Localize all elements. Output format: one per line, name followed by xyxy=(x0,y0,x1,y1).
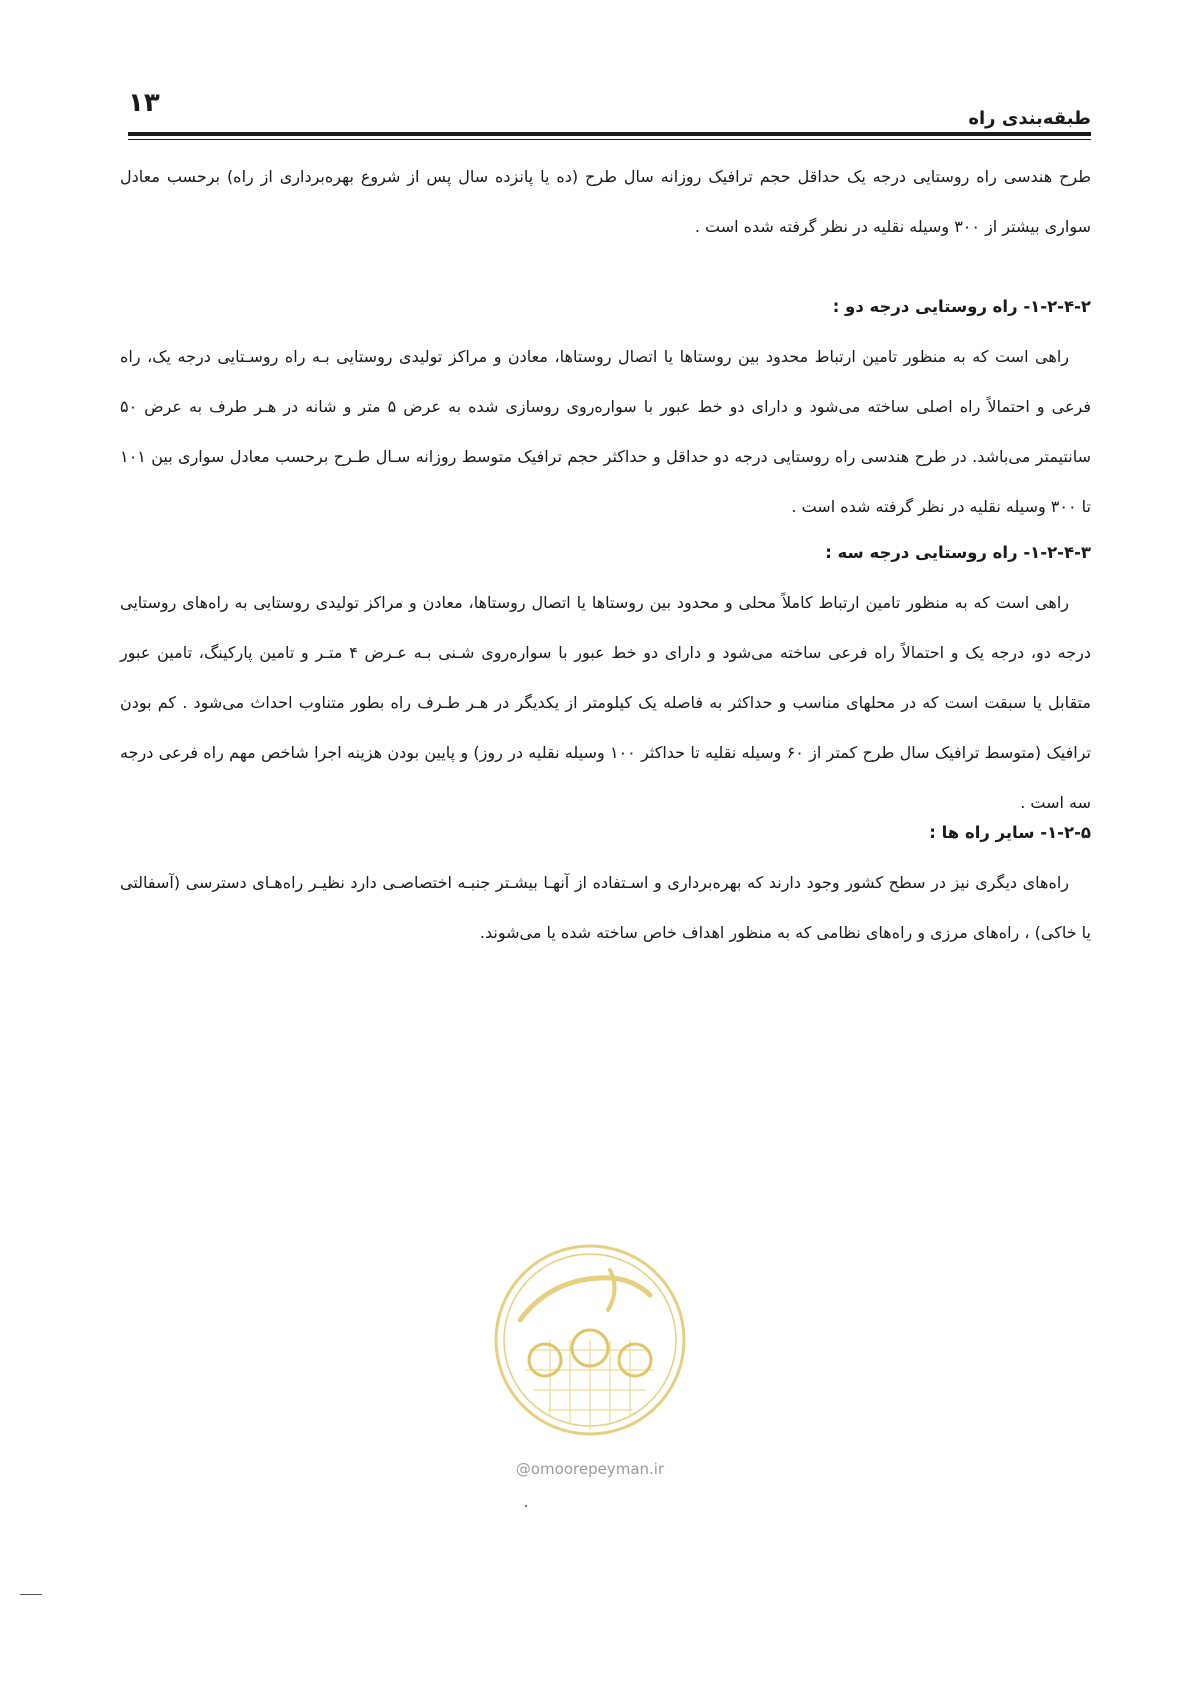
section-heading-other-roads: ۱-۲-۵- سایر راه ها : xyxy=(929,823,1091,842)
watermark-caption: @omoorepeyman.ir xyxy=(515,1460,665,1478)
section-body-other-roads: راه‌های دیگری نیز در سطح کشور وجود دارند که بهره‌برداری و اسـتفاده از آنهـا بیشـتر جنبـه اختصاصـی دارد نظیـر راه‌هـای دسترسی (آسفالتی یا خاکی) ، راه‌های مرزی و راه‌های نظامی که به منظور اهداف خاص ساخته شده یا می‌شوند. xyxy=(120,873,1091,942)
running-title: طبقه‌بندی راه xyxy=(968,108,1091,129)
section-grade-three xyxy=(120,528,1091,828)
section-body-grade-two: راهی است که به منظور تامین ارتباط محدود بین روستاها یا اتصال روستاها، معادن و مراکز تولیدی روستایی بـه راه روسـتایی درجه یک، راه فرعی و احتمالاً راه اصلی ساخته می‌شود و دارای دو خط عبور با سواره‌روی روسازی شده به عرض ۵ متر و شانه در هـر طرف به عرض ۵۰ سانتیمتر می‌باشد. در طرح هندسی راه روستایی درجه دو حداقل و حداکثر حجم ترافیک متوسط روزانه سـال طـرح برحسب معادل سواری بین ۱۰۱ تا ۳۰۰ وسیله نقلیه در نظر گرفته شده است . xyxy=(120,347,1091,516)
section-body-grade-three: راهی است که به منظور تامین ارتباط کاملاً محلی و محدود بین روستاها یا اتصال روستاها، معادن و مراکز تولیدی روستایی به راه‌های روستایی درجه دو، درجه یک و احتمالاً راه فرعی ساخته می‌شود و دارای دو خط عبور با سواره‌روی شـنی بـه عـرض ۴ متـر و تامین پارکینگ، تامین عبور متقابل یا سبقت است که در محلهای مناسب و حداکثر به فاصله یک کیلومتر از یکدیگر در هـر طـرف راه بطور متناوب احداث می‌شود . کم بودن ترافیک (متوسط ترافیک سال طرح کمتر از ۶۰ وسیله نقلیه تا حداکثر ۱۰۰ وسیله نقلیه در روز) و پایین بودن هزینه اجرا شاخص مهم راه فرعی درجه سه است . xyxy=(120,593,1092,812)
section-other-roads xyxy=(120,808,1091,958)
intro-paragraph-block xyxy=(120,152,1091,252)
scan-edge-mark xyxy=(20,1594,42,1595)
watermark-logo xyxy=(490,1240,690,1440)
page-number: ۱۳ xyxy=(128,88,160,118)
scan-dot xyxy=(525,1505,527,1507)
header-rule-thick xyxy=(128,132,1091,136)
header-rule-thin xyxy=(128,139,1091,140)
section-grade-two xyxy=(120,282,1091,532)
section-heading-grade-three: ۱-۲-۴-۳- راه روستایی درجه سه : xyxy=(825,543,1091,562)
intro-paragraph: طرح هندسی راه روستایی درجه یک حداقل حجم ترافیک روزانه سال طرح (ده یا پانزده سال پس از شروع بهره‌برداری از راه) برحسب معادل سواری بیشتر از ۳۰۰ وسیله نقلیه در نظر گرفته شده است . xyxy=(120,167,1091,236)
section-heading-grade-two: ۱-۲-۴-۲- راه روستایی درجه دو : xyxy=(832,297,1091,316)
